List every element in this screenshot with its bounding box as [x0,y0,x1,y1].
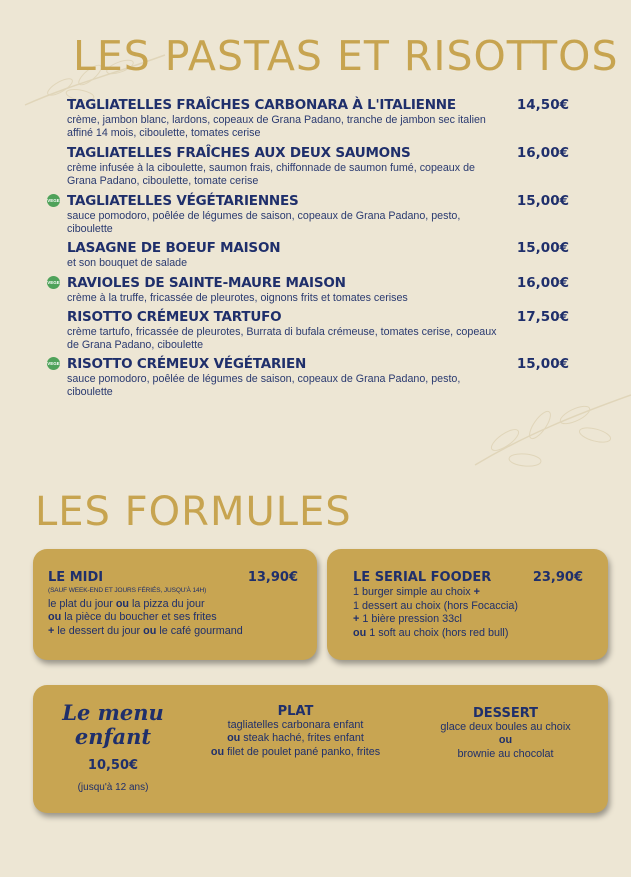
or-label: ou [48,611,62,623]
dish-name: LASAGNE DE BOEUF MAISON [67,240,281,256]
dish-description: sauce pomodoro, poêlée de légumes de saison, copeaux de Grana Padano, pesto, ciboulette [67,210,461,235]
formule-text: le café gourmand [159,625,243,637]
plus-label: + [473,586,480,598]
menu-enfant-title [53,701,173,749]
vegetarian-badge-icon: VEGE [47,194,60,207]
plus-label: + [48,625,55,637]
plat-line [188,746,403,759]
dish-description: crème, jambon blanc, lardons, copeaux de Grana Padano, tranche de jambon sec italien affiné 14 mois, ciboulette, tomates cerise [67,114,486,139]
formule-text: la pièce du boucher et ses frites [64,611,217,623]
vegetarian-badge-icon: VEGE [47,357,60,370]
formule-text: le plat du jour [48,598,113,610]
dish-description: et son bouquet de salade [67,257,188,269]
menu-item [47,356,572,398]
plat-text: filet de poulet pané panko, frites [227,745,381,758]
formule-line [353,627,508,640]
plat-text: steak haché, frites enfant [243,732,364,745]
formule-line: 1 dessert au choix (hors Focaccia) [353,600,519,612]
formule-card-menu-enfant [33,685,608,813]
dish-name: TAGLIATELLES FRAÎCHES AUX DEUX SAUMONS [67,145,411,161]
dish-description: crème tartufo, fricassée de pleurotes, Burrata di bufala crémeuse, tomates cerise, copeaux de Grana Padano, ciboulette [67,326,497,351]
plat-column [188,704,403,759]
plat-line [188,732,403,745]
dish-price: 15,00€ [516,193,569,209]
dessert-title: DESSERT [473,706,538,721]
plat-title: PLAT [277,704,314,719]
menu-item [67,97,572,139]
dish-description: sauce pomodoro, poêlée de légumes de saison, copeaux de Grana Padano, pesto, ciboulette [67,373,461,398]
formule-line [48,625,243,638]
menu-enfant-note: (jusqu'à 12 ans) [77,782,149,793]
dessert-line: glace deux boules au choix [440,721,571,733]
dessert-column [423,706,588,761]
dish-price: 16,00€ [516,275,569,291]
formule-card-serial-fooder [327,549,608,660]
formule-text: 1 burger simple au choix [353,586,471,598]
or-label: ou [115,598,130,610]
menu-item [67,309,572,351]
formule-price: 13,90€ [247,570,298,585]
dish-price: 14,50€ [516,97,569,113]
formule-line [48,611,217,624]
dish-name: TAGLIATELLES FRAÎCHES CARBONARA À L'ITALIENNE [67,97,456,113]
formule-title: LE MIDI [48,570,104,585]
dish-name: RISOTTO CRÉMEUX VÉGÉTARIEN [67,356,307,372]
section-title-pastas: LES PASTAS ET RISOTTOS [73,32,619,80]
dish-name: TAGLIATELLES VÉGÉTARIENNES [67,193,299,209]
plus-label: + [353,613,360,625]
formule-price: 23,90€ [532,570,583,585]
or-label: ou [498,734,513,747]
formule-text: 1 bière pression 33cl [362,613,462,625]
or-label: ou [210,745,225,758]
formule-line [353,613,462,626]
menu-item [67,240,572,270]
dish-price: 15,00€ [516,356,569,372]
menu-item [67,145,572,187]
dish-name: RISOTTO CRÉMEUX TARTUFO [67,309,282,325]
plat-line: tagliatelles carbonara enfant [227,719,364,731]
menu-enfant-title-line: enfant [74,724,152,749]
or-label: ou [227,732,241,745]
dish-name: RAVIOLES DE SAINTE-MAURE MAISON [67,275,346,291]
menu-enfant-price: 10,50€ [87,758,139,773]
menu-item [47,193,572,235]
section-title-formules: LES FORMULES [35,489,352,535]
or-label: ou [353,627,367,639]
dish-description: crème à la truffe, fricassée de pleurotes, oignons frits et tomates cerises [67,292,408,304]
or-label: ou [143,625,157,637]
formule-text: la pizza du jour [132,598,205,610]
formule-text: le dessert du jour [57,625,141,637]
menu-enfant-title-line: Le menu [62,700,164,725]
formule-card-midi [33,549,317,660]
formule-title: LE SERIAL FOODER [353,570,492,585]
vegetarian-badge-icon: VEGE [47,276,60,289]
menu-item [47,275,572,305]
dish-price: 16,00€ [516,145,569,161]
dessert-line: brownie au chocolat [457,747,554,760]
formule-line [353,586,480,599]
dish-price: 15,00€ [516,240,569,256]
dish-price: 17,50€ [516,309,569,325]
formule-note: (SAUF WEEK-END ET JOURS FÉRIÉS, JUSQU'À 14H) [48,587,207,594]
formule-text: 1 soft au choix (hors red bull) [369,627,509,639]
formule-line [48,598,205,611]
dish-description: crème infusée à la ciboulette, saumon frais, chiffonnade de saumon fumé, copeaux de Grana Padano, ciboulette, tomate cerise [67,162,475,187]
